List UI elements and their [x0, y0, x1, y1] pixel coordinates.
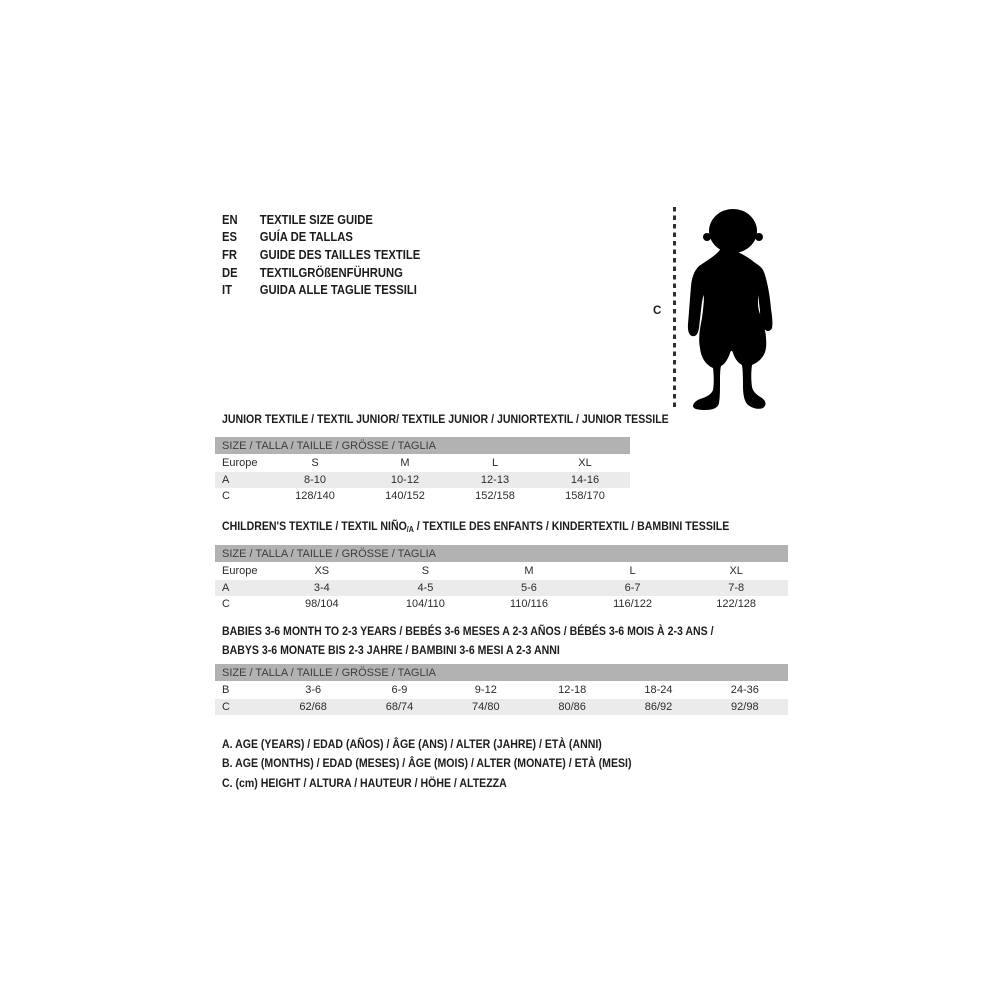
value-cell: 74/80 [472, 701, 500, 713]
size-cell: XL [729, 565, 743, 577]
legend-line-b [222, 754, 687, 773]
table-row [215, 580, 788, 596]
lang-row-es [222, 229, 420, 247]
legend-text-a: A. AGE (YEARS) / EDAD (AÑOS) / ÂGE (ANS) / ALTER (JAHRE) / ETÀ (ANNI) [222, 737, 602, 751]
value-cell: 80/86 [558, 701, 586, 713]
legend-line-a [222, 735, 687, 754]
row-label: C [222, 490, 230, 502]
lang-title: GUIDE DES TAILLES TEXTILE [259, 247, 421, 262]
lang-title: TEXTILGRÖßENFÜHRUNG [259, 265, 403, 280]
size-bar [215, 545, 788, 562]
value-cell: 18-24 [644, 684, 673, 696]
size-cell: S [311, 457, 319, 469]
row-label: Europe [222, 565, 258, 577]
legend-text-c: C. (cm) HEIGHT / ALTURA / HAUTEUR / HÖHE / ALTEZZA [222, 775, 507, 790]
lang-row-en [222, 211, 420, 229]
table-row [215, 472, 630, 488]
value-cell: 110/116 [509, 598, 549, 610]
title-post: / TEXTILE DES ENFANTS / KINDERTEXTIL / BAMBINI TESSILE [413, 519, 730, 533]
table-row [215, 454, 630, 472]
value-cell: 140/152 [385, 490, 425, 502]
value-cell: 6-9 [391, 684, 408, 696]
row-label: B [222, 684, 230, 696]
value-cell: 3-6 [305, 684, 322, 696]
value-cell: 6-7 [624, 582, 641, 594]
row-label: Europe [222, 457, 258, 469]
table-row [215, 488, 630, 504]
value-cell: 158/170 [565, 490, 605, 502]
size-bar [215, 437, 630, 454]
size-cell: L [491, 457, 499, 469]
row-label: C [222, 701, 230, 713]
lang-row-fr [222, 246, 420, 264]
lang-title: GUIDA ALLE TAGLIE TESSILI [259, 283, 417, 298]
title-pre: CHILDREN'S TEXTILE / TEXTIL NIÑO [222, 519, 407, 533]
value-cell: 14-16 [570, 474, 600, 486]
value-cell: 62/68 [299, 701, 327, 713]
babies-title-line1: BABIES 3-6 MONTH TO 2-3 YEARS / BEBÉS 3-6 MESES A 2-3 AÑOS / BÉBÉS 3-6 MOIS À 2-3 ANS / [222, 624, 714, 638]
table-row [215, 562, 788, 580]
legend-line-c [222, 774, 687, 793]
value-cell: 116/122 [613, 598, 653, 610]
lang-code: DE [222, 265, 238, 280]
size-cell: M [524, 565, 534, 577]
value-cell: 86/92 [644, 701, 673, 713]
lang-title: GUÍA DE TALLAS [259, 230, 353, 245]
lang-code: ES [222, 230, 238, 245]
babies-table-title [222, 622, 781, 659]
lang-code: FR [222, 247, 238, 262]
size-cell: XS [314, 565, 330, 577]
junior-table-title [222, 412, 730, 426]
lang-title: TEXTILE SIZE GUIDE [259, 212, 373, 227]
language-list [222, 211, 442, 299]
babies-title-line2: BABYS 3-6 MONATE BIS 2-3 JAHRE / BAMBINI 3-6 MESI A 2-3 ANNI [222, 642, 560, 657]
value-cell: 122/128 [716, 598, 757, 610]
children-table-title-text [222, 519, 729, 534]
size-cell: M [400, 457, 410, 469]
value-cell: 92/98 [731, 701, 759, 713]
lang-code: EN [222, 212, 238, 227]
size-bar-label: SIZE / TALLA / TAILLE / GRÖSSE / TAGLIA [222, 439, 436, 452]
lang-row-it [222, 281, 420, 299]
value-cell: 128/140 [295, 490, 335, 502]
table-row [215, 596, 788, 612]
value-cell: 5-6 [521, 582, 537, 594]
height-measure-dashed-line [673, 207, 676, 411]
value-cell: 3-4 [313, 582, 330, 594]
height-measure-label: C [653, 305, 662, 317]
lang-row-de [222, 264, 420, 282]
legend-text-b: B. AGE (MONTHS) / EDAD (MESES) / ÂGE (MOIS) / ALTER (MONATE) / ETÀ (MESI) [222, 756, 632, 771]
value-cell: 4-5 [417, 582, 434, 594]
size-bar-label: SIZE / TALLA / TAILLE / GRÖSSE / TAGLIA [222, 547, 436, 560]
row-label: C [222, 598, 230, 610]
value-cell: 68/74 [385, 701, 414, 713]
size-bar-label: SIZE / TALLA / TAILLE / GRÖSSE / TAGLIA [222, 666, 436, 679]
value-cell: 104/110 [405, 598, 445, 610]
value-cell: 12-13 [480, 474, 510, 486]
value-cell: 24-36 [730, 684, 759, 696]
toddler-silhouette-icon [686, 207, 779, 412]
size-bar [215, 664, 788, 681]
table-row [215, 699, 788, 715]
junior-table-title-text: JUNIOR TEXTILE / TEXTIL JUNIOR/ TEXTILE JUNIOR / JUNIORTEXTIL / JUNIOR TESSILE [222, 412, 669, 426]
value-cell: 12-18 [558, 684, 587, 696]
table-row [215, 681, 788, 699]
row-label: A [222, 582, 230, 594]
babies-size-table [215, 664, 788, 715]
size-cell: S [421, 565, 430, 577]
size-cell: XL [578, 457, 592, 469]
children-table-title [222, 519, 798, 534]
children-size-table [215, 545, 788, 612]
value-cell: 7-8 [728, 582, 745, 594]
row-label: A [222, 474, 230, 486]
legend [222, 735, 687, 793]
title-sub: /A [406, 525, 414, 534]
lang-code: IT [222, 283, 232, 298]
value-cell: 9-12 [474, 684, 497, 696]
value-cell: 10-12 [390, 474, 420, 486]
junior-size-table [215, 437, 630, 504]
value-cell: 98/104 [304, 598, 339, 610]
value-cell: 8-10 [303, 474, 327, 486]
size-cell: L [629, 565, 636, 577]
value-cell: 152/158 [475, 490, 515, 502]
